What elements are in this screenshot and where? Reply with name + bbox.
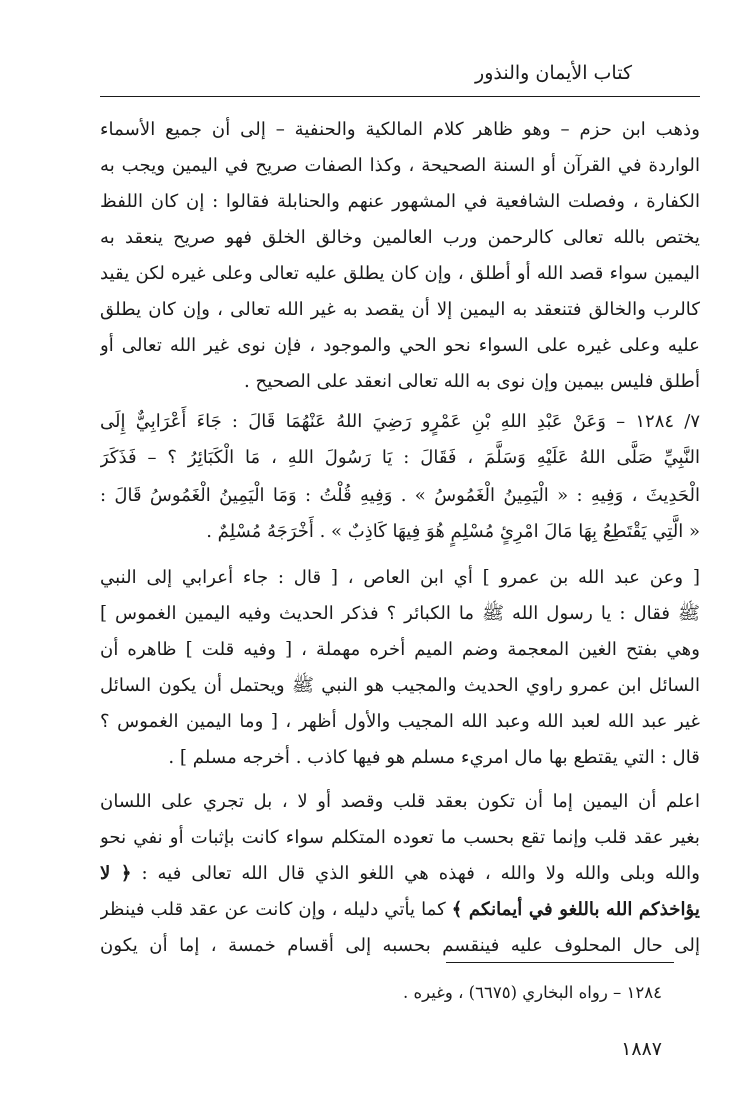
paragraph-1-line-8: أطلق فليس بيمين وإن نوى به الله تعالى انعقد على الصحيح . [243,371,700,392]
paragraph-2-line-2: ﷺ فقال : يا رسول الله ﷺ ما الكبائر ؟ فذكر الحديث وفيه اليمين الغموس ] [100,603,700,624]
paragraph-2-line-5: غير عبد الله لعبد الله وعبد الله المجيب والأول أظهر ، [ وما اليمين الغموس ؟ [100,711,700,732]
header-rule [100,96,700,97]
paragraph-3-line-2: بغير عقد قلب وإنما تقع بحسب ما تعوده المتكلم سواء كانت بإثبات أو نفي نحو [100,827,700,848]
paragraph-1-line-4: يختص بالله تعالى كالرحمن ورب العالمين وخالق الخلق فهو صريح ينعقد به [100,227,700,248]
hadith-line-3: الْحَدِيثَ ، وَفِيهِ : « الْيَمِينُ الْغَمُوسُ » . وَفِيهِ قُلْتُ : وَمَا الْيَمِينُ الْغَمُوسُ قَالَ : [100,485,700,506]
running-head: كتاب الأيمان والنذور [475,62,632,84]
page-number: ١٨٨٧ [621,1038,662,1060]
paragraph-1-line-7: عليه وعلى غيره على السواء نحو الحي والموجود ، فإن نوى غير الله تعالى أو [100,335,700,356]
paragraph-1-line-3: الكفارة ، وفصلت الشافعية في المشهور عنهم والحنابلة فقالوا : إن كان اللفظ [100,191,700,212]
hadith-line-1: ٧/ ١٢٨٤ – وَعَنْ عَبْدِ اللهِ بْنِ عَمْرٍو رَضِيَ اللهُ عَنْهُمَا قَالَ : جَاءَ أَعْرَابِيٌّ إِلَى [100,411,700,432]
paragraph-3-line-3-text: والله وبلى والله ولا والله ، فهذه هي اللغو الذي قال الله تعالى فيه : [141,863,700,884]
paragraph-3-line-5: إلى حال المحلوف عليه فينقسم بحسبه إلى أقسام خمسة ، إما أن يكون [100,935,700,956]
paragraph-2-line-3: وهي بفتح الغين المعجمة وضم الميم أخره مهملة ، [ وفيه قلت ] ظاهره أن [100,639,700,660]
hadith-line-4: « الَّتِي يَقْتَطِعُ بِهَا مَالَ امْرِئٍ مُسْلِمٍ هُوَ فِيهَا كَاذِبٌ » . أَخْرَجَهُ مُسْلِمٌ . [206,521,700,542]
paragraph-3-line-1: اعلم أن اليمين إما أن تكون بعقد قلب وقصد أو لا ، بل تجري على اللسان [100,791,700,812]
paragraph-3-line-4-text: كما يأتي دليله ، وإن كانت عن عقد قلب فينظر [100,899,446,920]
paragraph-2-line-4: السائل ابن عمرو راوي الحديث والمجيب هو النبي ﷺ ويحتمل أن يكون السائل [100,675,700,696]
paragraph-1-line-5: اليمين سواء قصد الله أو أطلق ، وإن كان يطلق عليه تعالى وعلى غيره لكن يقيد [100,263,700,284]
paragraph-3-line-3 [100,856,700,892]
paragraph-2-line-6: قال : التي يقتطع بها مال امريء مسلم هو فيها كاذب . أخرجه مسلم ] . [168,747,700,768]
quran-verse-end: يؤاخذكم الله باللغو في أيمانكم ﴾ [451,899,700,920]
paragraph-3-line-4 [100,892,700,928]
footnote-rule [446,962,674,963]
hadith-line-2: النَّبِيِّ صَلَّى اللهُ عَلَيْهِ وَسَلَّمَ ، فَقَالَ : يَا رَسُولَ اللهِ ، مَا الْكَبَائِرُ ؟ – فَذَكَرَ [100,447,700,468]
footnote: ١٢٨٤ – رواه البخاري (٦٦٧٥) ، وغيره . [403,983,662,1002]
paragraph-1-line-6: كالرب والخالق فتنعقد به اليمين إلا أن يقصد به غير الله تعالى ، وإن كان يطلق [100,299,700,320]
paragraph-1-line-1: وذهب ابن حزم – وهو ظاهر كلام المالكية والحنفية – إلى أن جميع الأسماء [100,119,700,140]
paragraph-1-line-2: الواردة في القرآن أو السنة الصحيحة ، وكذا الصفات صريح في اليمين ويجب به [100,155,700,176]
paragraph-2-line-1: [ وعن عبد الله بن عمرو ] أي ابن العاص ، [ قال : جاء أعرابي إلى النبي [100,567,700,588]
quran-verse-start: ﴿ لا [100,863,132,884]
